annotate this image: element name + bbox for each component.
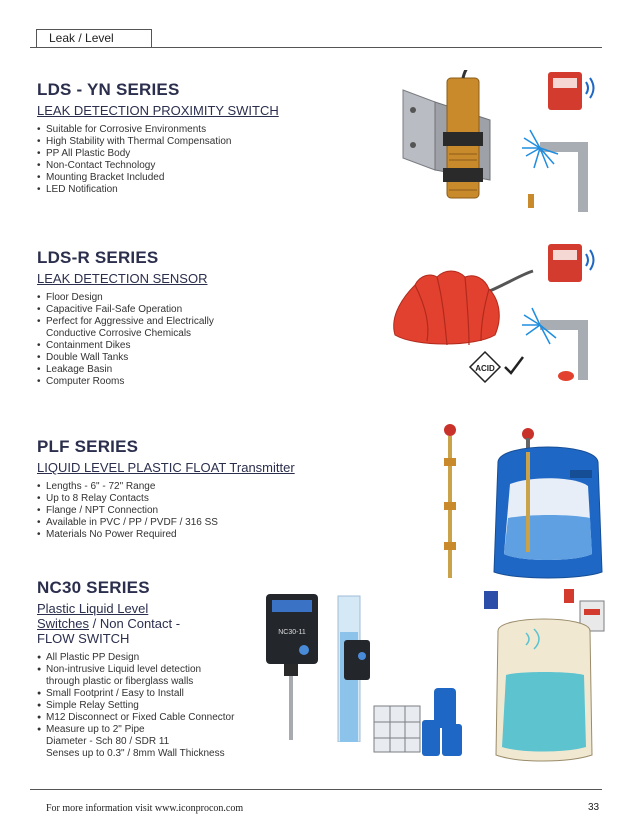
list-item: • High Stability with Thermal Compensation <box>37 136 367 148</box>
list-item: • PP All Plastic Body <box>37 148 367 160</box>
feature-list <box>37 124 367 196</box>
acid-badge-label: ACID <box>475 364 495 373</box>
section-subtitle: LEAK DETECTION PROXIMITY SWITCH <box>37 103 279 118</box>
footer-rule <box>30 789 602 790</box>
section-title: PLF SERIES <box>37 437 139 456</box>
list-item: • Capacitive Fail-Safe Operation <box>37 304 367 316</box>
section-subtitle: LEAK DETECTION SENSOR <box>37 271 208 286</box>
feature-list <box>37 481 367 541</box>
list-item: ● All Plastic PP Design <box>37 652 267 664</box>
nc30-sensor-image <box>262 590 324 740</box>
containers-image <box>370 680 480 760</box>
tank-system-illustration <box>478 585 610 765</box>
subtitle-text: / Non Contact - <box>89 616 181 631</box>
list-item: • Materials No Power Required <box>37 529 367 541</box>
list-item: • Floor Design <box>37 292 367 304</box>
nc30-section <box>37 578 267 759</box>
list-item: • Lengths - 6" - 72" Range <box>37 481 367 493</box>
list-item: • LED Notification <box>37 184 367 196</box>
plastic-tank-cutaway-image <box>480 422 615 582</box>
leak-pipe-illustration <box>520 240 610 385</box>
list-item: • Mounting Bracket Included <box>37 172 367 184</box>
subtitle-line <box>37 616 267 631</box>
list-item: • Double Wall Tanks <box>37 352 367 364</box>
section-tab-label: Leak / Level <box>49 31 114 45</box>
float-level-transmitter-image <box>436 422 466 582</box>
footer-text[interactable]: For more information visit www.iconprocon.com <box>46 803 244 814</box>
device-model-label: NC30-11 <box>278 629 306 636</box>
list-item: • Non-Contact Technology <box>37 160 367 172</box>
list-item: ● M12 Disconnect or Fixed Cable Connector <box>37 712 267 724</box>
list-item: • Suitable for Corrosive Environments <box>37 124 367 136</box>
floor-leak-sensor-image <box>385 255 535 355</box>
list-item: ● Non-intrusive Liquid level detection through plastic or fiberglass walls <box>37 664 231 688</box>
list-item: • Available in PVC / PP / PVDF / 316 SS <box>37 517 367 529</box>
list-item: ● Measure up to 2" Pipe Diameter - Sch 80 / SDR 11 <box>37 724 171 748</box>
feature-list <box>37 652 267 748</box>
section-title: LDS-R SERIES <box>37 248 159 267</box>
subtitle-line: Plastic Liquid Level <box>37 601 149 616</box>
section-tab[interactable] <box>36 29 152 47</box>
wall-thickness-note: Senses up to 0.3" / 8mm Wall Thickness <box>46 748 225 759</box>
section-title: NC30 SERIES <box>37 578 150 597</box>
list-item: • Up to 8 Relay Contacts <box>37 493 367 505</box>
section-title: LDS - YN SERIES <box>37 80 180 99</box>
subtitle-link: Switches <box>37 616 90 631</box>
list-item: • Containment Dikes <box>37 340 367 352</box>
subtitle-line: FLOW SWITCH <box>37 631 130 646</box>
lds-r-section <box>37 248 367 388</box>
section-subtitle: LIQUID LEVEL PLASTIC FLOAT Transmitter <box>37 460 295 475</box>
list-item: ● Simple Relay Setting <box>37 700 267 712</box>
acid-warning-icon <box>468 350 502 384</box>
plf-section <box>37 437 367 541</box>
leak-pipe-illustration <box>520 68 610 218</box>
list-item: • Flange / NPT Connection <box>37 505 367 517</box>
header-bar <box>30 29 602 48</box>
proximity-sensor-image <box>395 70 505 220</box>
section-subtitle <box>37 601 267 646</box>
list-item: • Leakage Basin <box>37 364 367 376</box>
lds-yn-section <box>37 80 367 196</box>
list-item: ● Small Footprint / Easy to Install <box>37 688 267 700</box>
page-number: 33 <box>588 802 600 813</box>
list-item: • Perfect for Aggressive and Electrically Conductive Corrosive Chemicals <box>37 316 246 340</box>
list-item: • Computer Rooms <box>37 376 367 388</box>
feature-list <box>37 292 367 388</box>
